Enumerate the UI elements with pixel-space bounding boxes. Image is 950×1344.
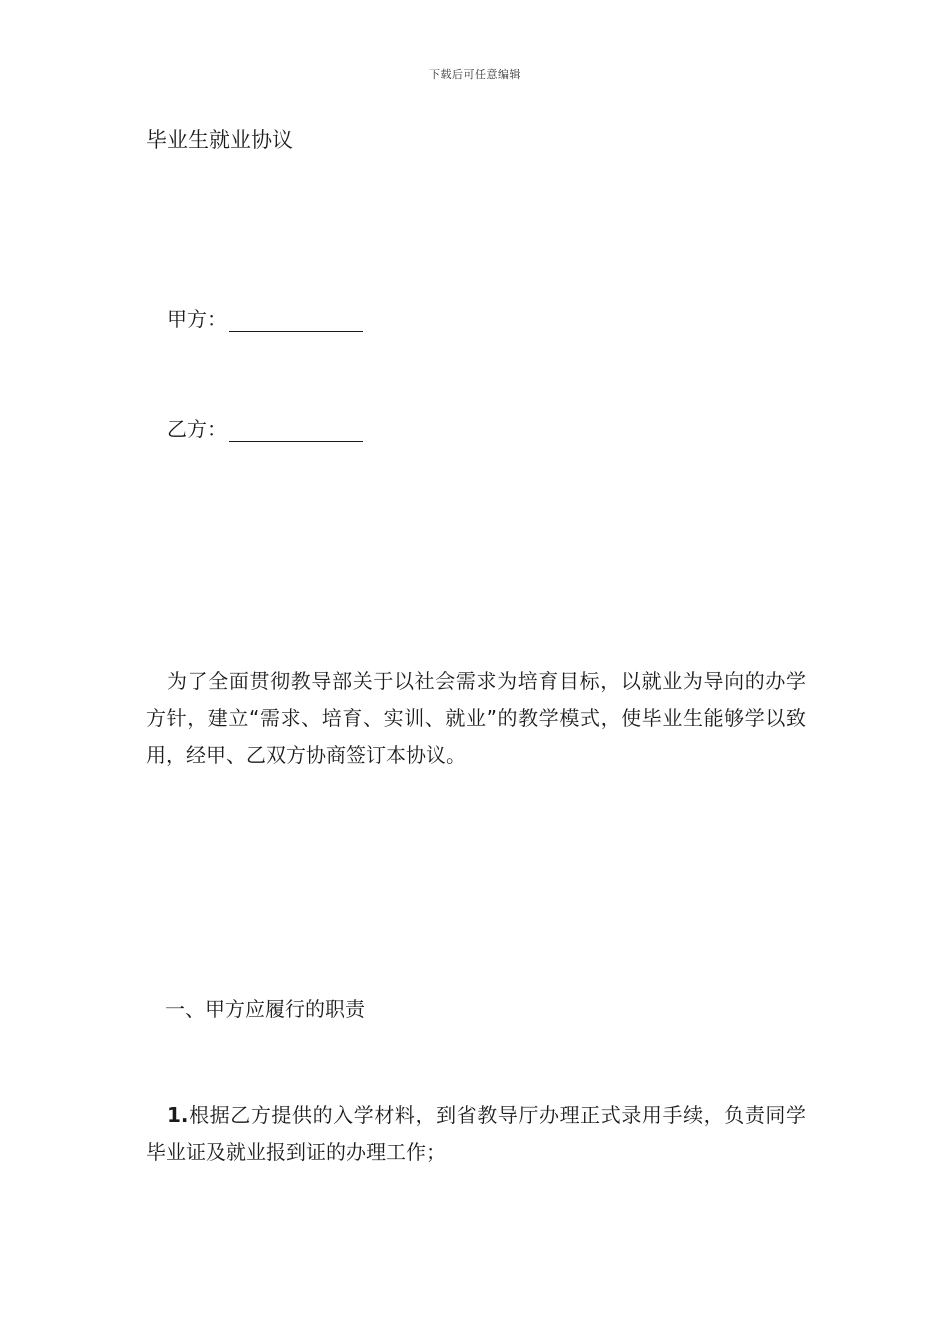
party-b-label: 乙方： <box>167 417 227 441</box>
clause-item <box>146 1097 806 1171</box>
party-a-label: 甲方： <box>167 307 227 331</box>
party-b-blank-field[interactable] <box>229 419 363 442</box>
header-note: 下载后可任意编辑 <box>429 68 521 81</box>
section-heading: 一、甲方应履行的职责 <box>165 997 365 1021</box>
party-b-line <box>167 413 363 442</box>
clause-number: 1. <box>167 1103 189 1127</box>
party-a-line <box>167 303 363 332</box>
party-a-blank-field[interactable] <box>229 309 363 332</box>
intro-paragraph: 为了全面贯彻教导部关于以社会需求为培育目标，以就业为导向的办学方针，建立“需求、培育、实训、就业”的教学模式，使毕业生能够学以致用，经甲、乙双方协商签订本协议。 <box>146 669 806 767</box>
clause-text: 根据乙方提供的入学材料，到省教导厅办理正式录用手续，负责同学毕业证及就业报到证的办理工作； <box>146 1103 806 1164</box>
document-title: 毕业生就业协议 <box>146 128 293 152</box>
